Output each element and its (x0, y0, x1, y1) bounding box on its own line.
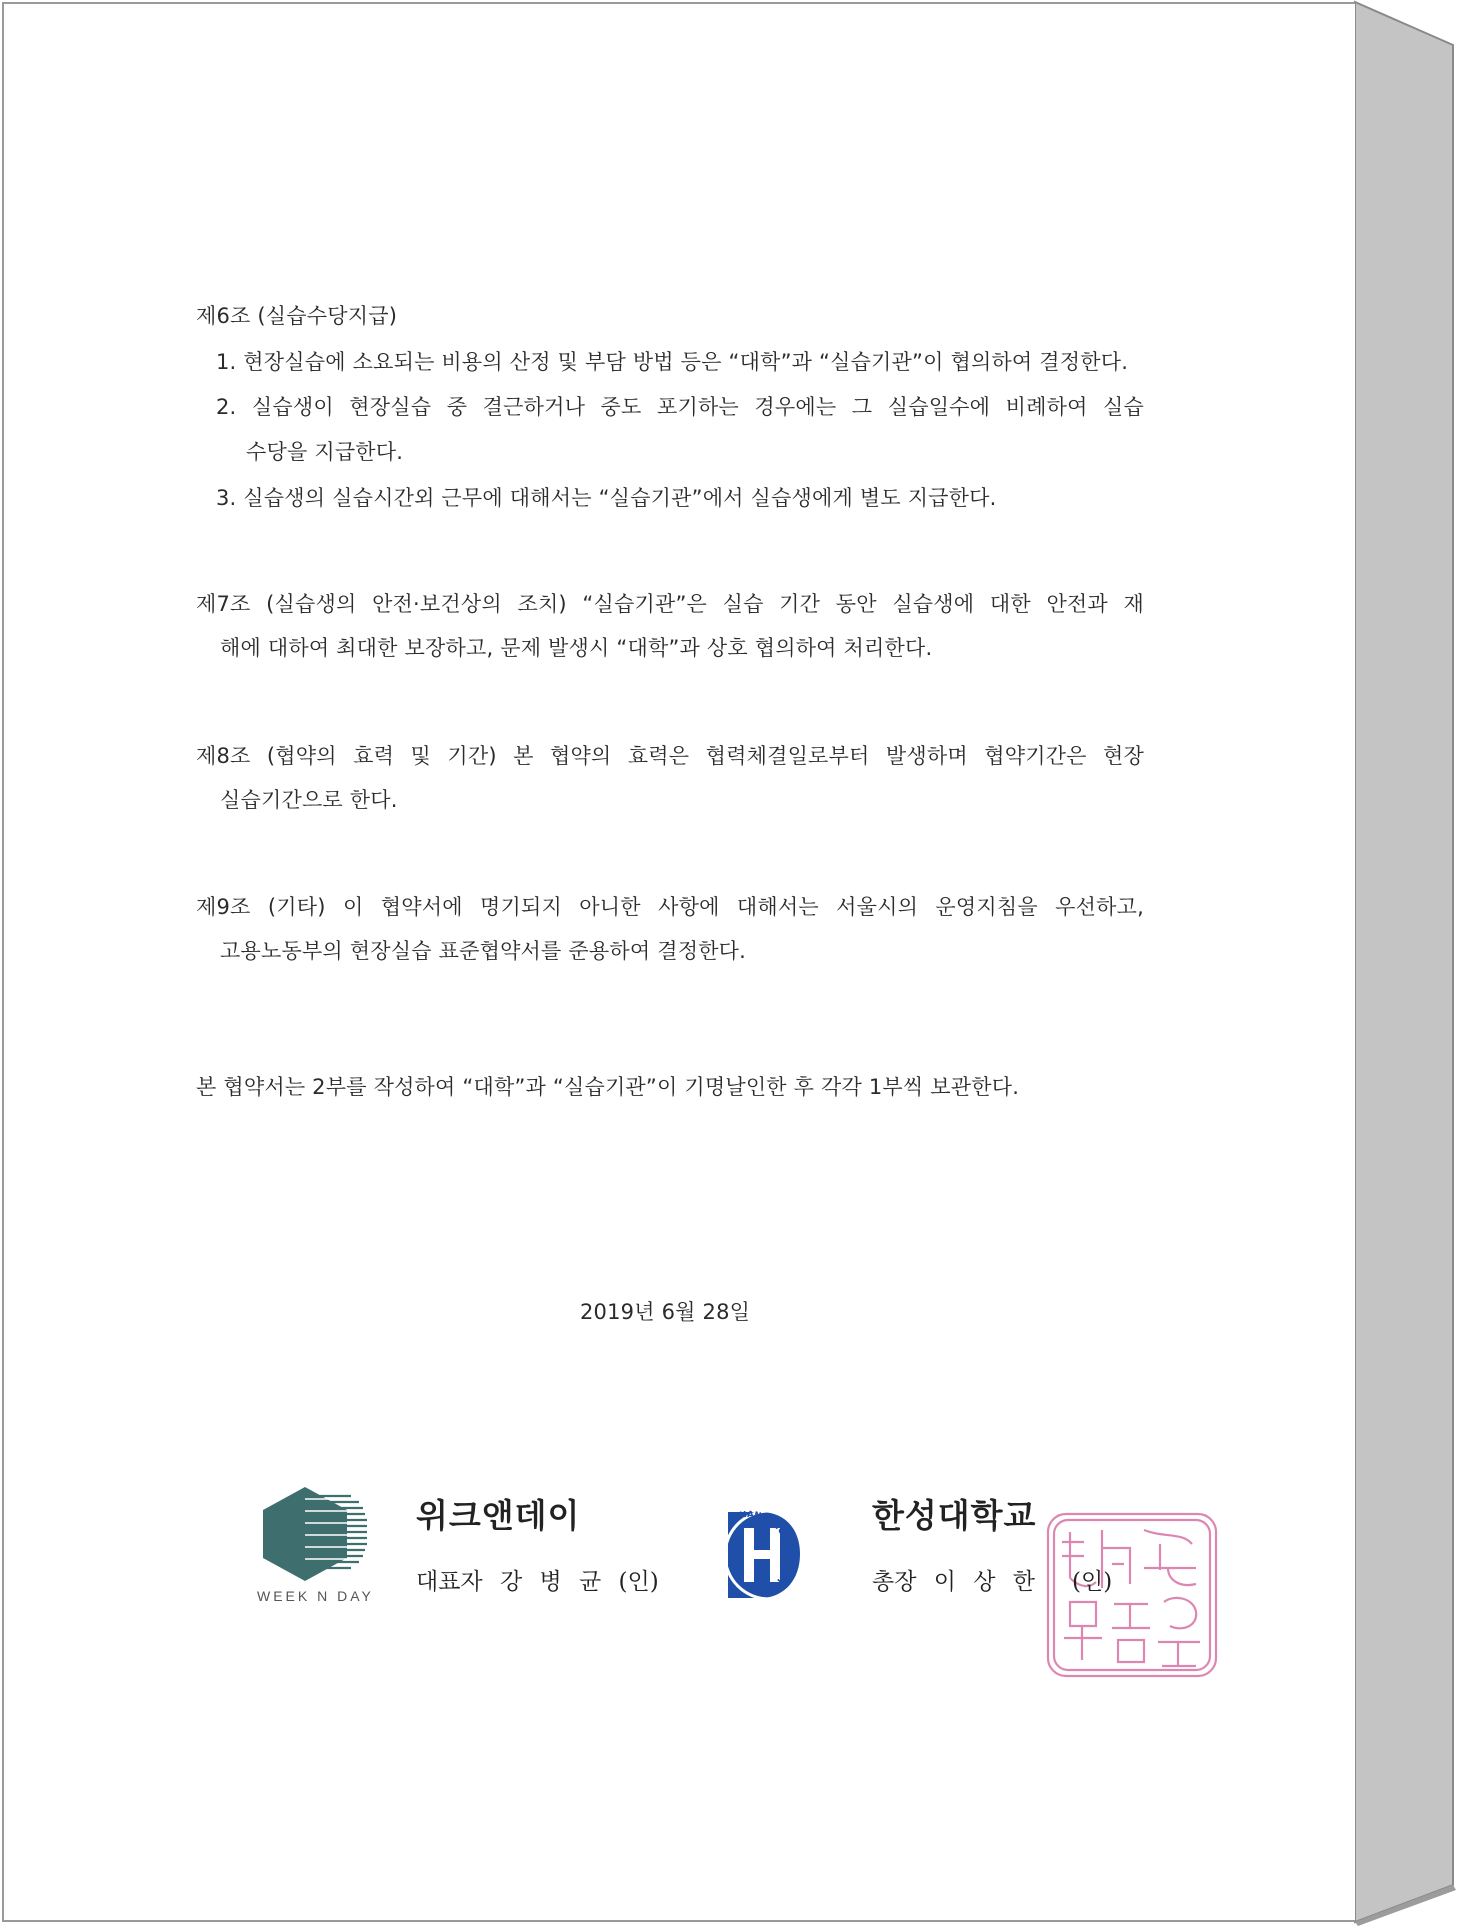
article-7-line-2: 해에 대하여 최대한 보장하고, 문제 발생시 “대학”과 상호 협의하여 처리한다. (220, 636, 933, 660)
closing-statement: 본 협약서는 2부를 작성하여 “대학”과 “실습기관”이 기명날인한 후 각각 1부씩 보관한다. (196, 1075, 1020, 1099)
article-6-heading: 제6조 (실습수당지급) (196, 304, 398, 328)
article-9-line-1: 제9조 (기타) 이 협약서에 명기되지 아니한 사항에 대해서는 서울시의 운영지침을 우선하고, (196, 895, 1144, 919)
hansung-university-logo (720, 1506, 818, 1604)
university-emblem-icon (720, 1506, 818, 1604)
company-name: 위크앤데이 (416, 1496, 581, 1535)
hexagon-logo-icon (255, 1484, 375, 1584)
agreement-date: 2019년 6월 28일 (580, 1300, 751, 1324)
seal-mark: (인) (1072, 1569, 1113, 1595)
article-9-line-2: 고용노동부의 현장실습 표준협약서를 준용하여 결정한다. (220, 939, 747, 963)
article-7-line-1: 제7조 (실습생의 안전·보건상의 조치) “실습기관”은 실습 기간 동안 실습생에 대한 안전과 재 (196, 592, 1144, 616)
weekndday-logo (255, 1484, 375, 1604)
article-8-line-2: 실습기간으로 한다. (220, 788, 398, 812)
article-6-item-1: 1. 현장실습에 소요되는 비용의 산정 및 부담 방법 등은 “대학”과 “실습기관”이 협의하여 결정한다. (216, 350, 1129, 374)
article-8-line-1: 제8조 (협약의 효력 및 기간) 본 협약의 효력은 협력체결일로부터 발생하며 협약기간은 현장 (196, 744, 1144, 768)
university-emblem-text: HANSUNG UNIVERSITY (738, 1509, 794, 1595)
university-name: 한성대학교 (872, 1496, 1037, 1535)
article-6-item-2-line-2: 수당을 지급한다. (246, 440, 404, 464)
article-6-item-3: 3. 실습생의 실습시간외 근무에 대해서는 “실습기관”에서 실습생에게 별도 지급한다. (216, 486, 997, 510)
university-signature: 총장 이 상 한 (872, 1569, 1036, 1595)
weekndday-logo-text: WEEK N DAY (257, 1588, 374, 1604)
article-6-item-2-line-1: 2. 실습생이 현장실습 중 결근하거나 중도 포기하는 경우에는 그 실습일수에 비례하여 실습 (216, 395, 1144, 419)
official-seal-stamp (1040, 1508, 1226, 1684)
company-signature: 대표자 강 병 균 (인) (416, 1569, 659, 1595)
